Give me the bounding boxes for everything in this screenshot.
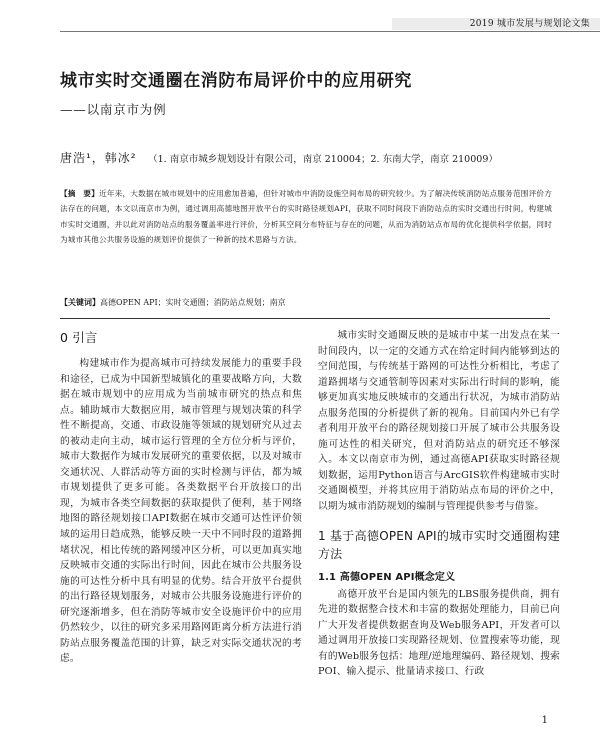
intro-paragraph: 构建城市作为提高城市可持续发展能力的重要手段和途径，已成为中国新型城镇化的重要战略方向，大数据在城市规划中的应用成为当前城市研究的热点和焦点。辅助城市大数据应用，城市管理与规划决策的科学性不断提高，交通、市政设施等领域的规划研究从过去的被动走向主动，城市运行管理的全方位分析与评价，城市大数据作为城市发展研究的重要依据，以及对城市交通状况、人群活动等方面的实时检测与评估，都为城市规划提供了更多可能。各类数据平台开放接口的出现，为城市各类空间数据的获取提供了便利，基于网络地图的路径规划接口API数据在城市交通可达性评价领域的运用日趋成熟，能够反映一天中不同时段的道路拥堵状况，相比传统的路网缓冲区分析，可以更加真实地反映城市交通的实际出行时间，因此在城市公共服务设施的可达性分析中具有明显的优势。结合开放平台提供的出行路径规划服务，对城市公共服务设施进行评价的研究逐渐增多，但在消防等城市安全设施评价中的应用仍然较少，以往的研究多采用路网距离分析方法进行消防站点服务覆盖范围的计算，缺乏对实际交通状况的考虑。: [60, 358, 302, 665]
author-affiliation: （1. 南京市城乡规划设计有限公司，南京 210004；2. 东南大学，南京 210009）: [148, 154, 498, 165]
author-names: 唐浩¹，韩冰²: [60, 151, 137, 165]
abstract-rule: [60, 318, 550, 319]
running-header: [0, 0, 600, 38]
author-line: [60, 150, 580, 168]
left-column: [60, 328, 302, 667]
header-rule: [60, 31, 600, 32]
keywords-label: 【关键词】: [60, 297, 100, 307]
page-number: 1: [541, 715, 548, 726]
paper-subtitle: ——以南京市为例: [60, 102, 167, 117]
abstract: [60, 186, 552, 247]
intro-paragraph-cont: 城市实时交通圈反映的是城市中某一出发点在某一时间段内，以一定的交通方式在给定时间内能够到达的空间范围，与传统基于路网的可达性分析相比，考虑了道路拥堵与交通管制等因素对实际出行时间的影响，能够更加真实地反映城市的交通出行状况，为城市消防站点服务范围的分析提供了新的视角。目前国内外已有学者利用开放平台的路径规划接口开展了城市公共服务设施可达性的相关研究，但对消防站点的研究还不够深入。本文以南京市为例，通过高德API获取实时路径规划数据，运用Python语言与ArcGIS软件构建城市实时交通圈模型，并将其应用于消防站点布局的评价之中，以期为城市消防规划的编制与管理提供参考与借鉴。: [318, 330, 560, 513]
right-column: [318, 328, 560, 680]
section-heading-1: 1 基于高德OPEN API的城市实时交通圈构建方法: [318, 528, 560, 561]
keywords: [60, 295, 552, 310]
subsection-heading-1-1: 1.1 高德OPEN API概念定义: [318, 571, 456, 583]
journal-name: 2019 城市发展与规划论文集: [469, 19, 590, 29]
keywords-text: 高德OPEN API；实时交通圈；消防站点规划；南京: [100, 298, 286, 307]
abstract-label: 【摘 要】: [60, 189, 100, 198]
paper-title: 城市实时交通圈在消防布局评价中的应用研究: [60, 71, 412, 91]
abstract-text: 近年来，大数据在城市规划中的应用愈加普遍，但针对城市中消防设施空间布局的研究较少。为了解决传统消防站点服务范围评价方法存在的问题，本文以南京市为例，通过调用高德地图开放平台的实时路径规划API，获取不同时间段下消防站点的实时交通出行时间，构建城市实时交通圈，并以此对消防站点的服务覆盖率进行评价，分析其空间分布特征与存在的问题，从而为消防站点布局的优化提供科学依据，同时为城市其他公共服务设施的规划评价提供了一种新的技术思路与方法。: [60, 189, 553, 244]
section-heading-intro: 0 引言: [60, 330, 98, 345]
subsection-paragraph: 高德开放平台是国内领先的LBS服务提供商，拥有先进的数据整合技术和丰富的数据处理能力，目前已向广大开发者提供数据查询及Web服务API，开发者可以通过调用开放接口实现路径规划、位置搜索等功能，现有的Web服务包括：地理/逆地理编码、路径规划、搜索POI、输入提示、批量请求接口、行政: [318, 588, 560, 678]
